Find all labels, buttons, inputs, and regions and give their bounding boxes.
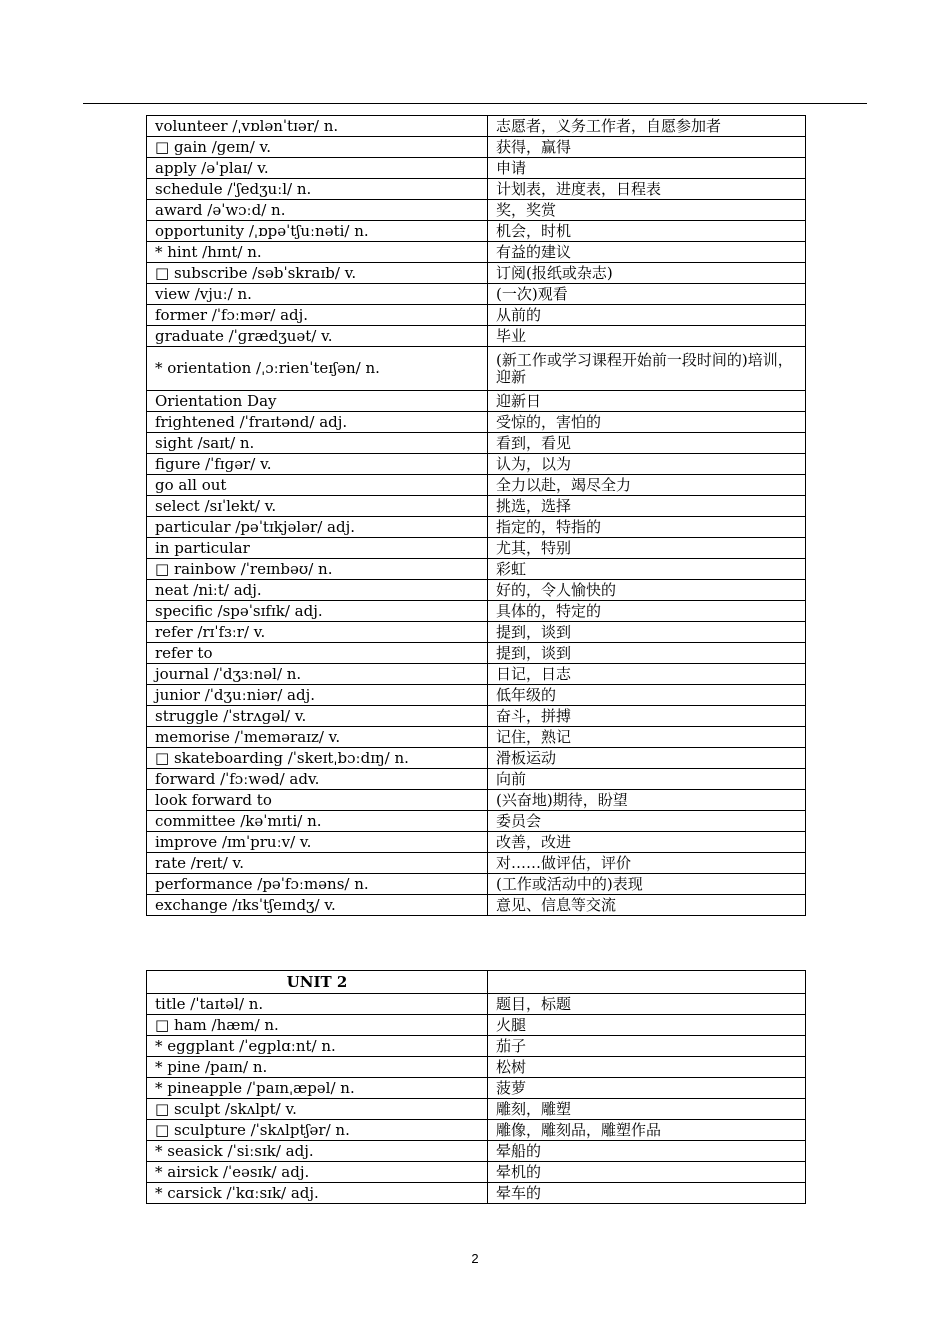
vocab-row xyxy=(147,1057,806,1078)
vocab-meaning: 有益的建议 xyxy=(488,242,806,263)
vocab-row xyxy=(147,706,806,727)
vocab-word: rate /reɪt/ v. xyxy=(147,853,488,874)
vocab-word: * seasick /ˈsiːsɪk/ adj. xyxy=(147,1141,488,1162)
vocab-row xyxy=(147,538,806,559)
vocab-word: * pineapple /ˈpaɪnˌæpəl/ n. xyxy=(147,1078,488,1099)
vocab-row xyxy=(147,622,806,643)
vocab-meaning: 提到，谈到 xyxy=(488,643,806,664)
vocab-row xyxy=(147,326,806,347)
vocab-meaning: 题目，标题 xyxy=(488,994,806,1015)
vocab-word: struggle /ˈstrʌɡəl/ v. xyxy=(147,706,488,727)
vocab-row xyxy=(147,305,806,326)
vocab-row xyxy=(147,284,806,305)
vocab-row xyxy=(147,1141,806,1162)
vocab-word: apply /əˈplaɪ/ v. xyxy=(147,158,488,179)
vocab-row xyxy=(147,454,806,475)
vocab-word: award /əˈwɔːd/ n. xyxy=(147,200,488,221)
vocab-word: view /vjuː/ n. xyxy=(147,284,488,305)
vocab-meaning: 计划表，进度表，日程表 xyxy=(488,179,806,200)
vocab-meaning: 奖，奖赏 xyxy=(488,200,806,221)
vocab-word: specific /spəˈsɪfɪk/ adj. xyxy=(147,601,488,622)
vocab-meaning: 改善，改进 xyxy=(488,832,806,853)
vocab-meaning: 菠萝 xyxy=(488,1078,806,1099)
vocab-meaning: 委员会 xyxy=(488,811,806,832)
vocab-word: * pine /paɪn/ n. xyxy=(147,1057,488,1078)
vocab-meaning: 获得，赢得 xyxy=(488,137,806,158)
vocabulary-table-unit-2 xyxy=(146,970,806,1204)
vocab-word: Orientation Day xyxy=(147,391,488,412)
vocab-word: go all out xyxy=(147,475,488,496)
vocab-word: * airsick /ˈeəsɪk/ adj. xyxy=(147,1162,488,1183)
vocab-row xyxy=(147,1036,806,1057)
vocab-meaning: 订阅(报纸或杂志) xyxy=(488,263,806,284)
vocab-row xyxy=(147,391,806,412)
vocab-row xyxy=(147,994,806,1015)
vocab-word: □ subscribe /səbˈskraɪb/ v. xyxy=(147,263,488,284)
vocab-row xyxy=(147,496,806,517)
vocab-row xyxy=(147,769,806,790)
vocab-word: exchange /ɪksˈtʃeɪndʒ/ v. xyxy=(147,895,488,916)
vocab-meaning: (一次)观看 xyxy=(488,284,806,305)
vocab-row xyxy=(147,433,806,454)
vocab-row xyxy=(147,685,806,706)
vocab-row xyxy=(147,475,806,496)
vocab-word: look forward to xyxy=(147,790,488,811)
vocab-meaning: 彩虹 xyxy=(488,559,806,580)
vocab-meaning: 滑板运动 xyxy=(488,748,806,769)
vocab-meaning: (新工作或学习课程开始前一段时间的)培训，迎新 xyxy=(488,347,806,391)
vocab-word: neat /niːt/ adj. xyxy=(147,580,488,601)
vocab-row xyxy=(147,727,806,748)
vocab-word: * orientation /ˌɔːrienˈteɪʃən/ n. xyxy=(147,347,488,391)
vocab-row xyxy=(147,412,806,433)
vocab-meaning: 尤其，特别 xyxy=(488,538,806,559)
vocab-word: in particular xyxy=(147,538,488,559)
vocab-row xyxy=(147,242,806,263)
vocab-meaning: 向前 xyxy=(488,769,806,790)
vocab-meaning: 意见、信息等交流 xyxy=(488,895,806,916)
unit-heading-blank-cell xyxy=(488,971,806,994)
header-rule xyxy=(83,103,867,104)
vocab-row xyxy=(147,347,806,391)
vocab-word: □ ham /hæm/ n. xyxy=(147,1015,488,1036)
vocab-word: junior /ˈdʒuːniər/ adj. xyxy=(147,685,488,706)
vocab-word: * hint /hɪnt/ n. xyxy=(147,242,488,263)
vocab-word: refer to xyxy=(147,643,488,664)
vocab-row xyxy=(147,1015,806,1036)
vocab-row xyxy=(147,601,806,622)
vocab-meaning: 毕业 xyxy=(488,326,806,347)
vocab-row xyxy=(147,790,806,811)
unit-heading-row xyxy=(147,971,806,994)
vocab-word: □ rainbow /ˈreɪnbəʊ/ n. xyxy=(147,559,488,580)
vocab-word: □ skateboarding /ˈskeɪtˌbɔːdɪŋ/ n. xyxy=(147,748,488,769)
vocab-meaning: 认为，以为 xyxy=(488,454,806,475)
vocab-meaning: 松树 xyxy=(488,1057,806,1078)
vocab-row xyxy=(147,643,806,664)
vocab-meaning: 指定的，特指的 xyxy=(488,517,806,538)
vocab-row xyxy=(147,263,806,284)
vocab-meaning: 申请 xyxy=(488,158,806,179)
vocab-row xyxy=(147,137,806,158)
vocab-meaning: 看到，看见 xyxy=(488,433,806,454)
vocab-row xyxy=(147,221,806,242)
vocab-word: forward /ˈfɔːwəd/ adv. xyxy=(147,769,488,790)
vocab-row xyxy=(147,517,806,538)
vocab-word: volunteer /ˌvɒlənˈtɪər/ n. xyxy=(147,116,488,137)
vocab-meaning: (工作或活动中的)表现 xyxy=(488,874,806,895)
vocab-row xyxy=(147,1078,806,1099)
vocab-row xyxy=(147,179,806,200)
vocab-meaning: 晕车的 xyxy=(488,1183,806,1204)
vocab-meaning: 机会，时机 xyxy=(488,221,806,242)
vocab-row xyxy=(147,559,806,580)
vocab-row xyxy=(147,664,806,685)
vocab-row xyxy=(147,1162,806,1183)
vocab-meaning: 志愿者，义务工作者，自愿参加者 xyxy=(488,116,806,137)
vocab-word: memorise /ˈmeməraɪz/ v. xyxy=(147,727,488,748)
vocab-meaning: 记住，熟记 xyxy=(488,727,806,748)
vocab-row xyxy=(147,811,806,832)
vocab-word: former /ˈfɔːmər/ adj. xyxy=(147,305,488,326)
vocabulary-table-unit-1 xyxy=(146,115,806,916)
vocab-word: * eggplant /ˈeɡplɑːnt/ n. xyxy=(147,1036,488,1057)
vocab-meaning: 低年级的 xyxy=(488,685,806,706)
vocab-meaning: 具体的，特定的 xyxy=(488,601,806,622)
vocab-meaning: 日记，日志 xyxy=(488,664,806,685)
vocab-word: sight /saɪt/ n. xyxy=(147,433,488,454)
vocab-meaning: 火腿 xyxy=(488,1015,806,1036)
vocab-row xyxy=(147,895,806,916)
vocab-word: □ sculpture /ˈskʌlptʃər/ n. xyxy=(147,1120,488,1141)
vocab-word: □ gain /ɡeɪn/ v. xyxy=(147,137,488,158)
vocab-row xyxy=(147,748,806,769)
vocab-meaning: 挑选，选择 xyxy=(488,496,806,517)
vocab-word: title /ˈtaɪtəl/ n. xyxy=(147,994,488,1015)
vocab-meaning: 雕像，雕刻品，雕塑作品 xyxy=(488,1120,806,1141)
vocab-meaning: 晕机的 xyxy=(488,1162,806,1183)
vocab-meaning: 雕刻，雕塑 xyxy=(488,1099,806,1120)
vocab-row xyxy=(147,580,806,601)
vocab-meaning: 好的，令人愉快的 xyxy=(488,580,806,601)
vocab-meaning: 提到，谈到 xyxy=(488,622,806,643)
page-number: 2 xyxy=(471,1251,479,1266)
vocab-row xyxy=(147,1183,806,1204)
vocab-meaning: 受惊的，害怕的 xyxy=(488,412,806,433)
vocab-meaning: 奋斗，拼搏 xyxy=(488,706,806,727)
vocab-row xyxy=(147,832,806,853)
vocab-word: frightened /ˈfraɪtənd/ adj. xyxy=(147,412,488,433)
vocab-word: journal /ˈdʒɜːnəl/ n. xyxy=(147,664,488,685)
vocab-word: select /sɪˈlekt/ v. xyxy=(147,496,488,517)
vocab-row xyxy=(147,116,806,137)
vocab-word: figure /ˈfɪɡər/ v. xyxy=(147,454,488,475)
vocab-word: particular /pəˈtɪkjələr/ adj. xyxy=(147,517,488,538)
vocab-row xyxy=(147,874,806,895)
vocab-row xyxy=(147,1099,806,1120)
unit-heading: UNIT 2 xyxy=(147,971,488,994)
vocab-meaning: 全力以赴，竭尽全力 xyxy=(488,475,806,496)
vocab-meaning: 从前的 xyxy=(488,305,806,326)
vocab-meaning: 茄子 xyxy=(488,1036,806,1057)
vocab-word: opportunity /ˌɒpəˈtʃuːnəti/ n. xyxy=(147,221,488,242)
vocab-row xyxy=(147,200,806,221)
vocab-word: refer /rɪˈfɜːr/ v. xyxy=(147,622,488,643)
vocab-word: schedule /ˈʃedʒuːl/ n. xyxy=(147,179,488,200)
vocab-meaning: 晕船的 xyxy=(488,1141,806,1162)
vocab-word: graduate /ˈɡrædʒuət/ v. xyxy=(147,326,488,347)
vocab-row xyxy=(147,1120,806,1141)
vocab-word: □ sculpt /skʌlpt/ v. xyxy=(147,1099,488,1120)
vocab-word: committee /kəˈmɪti/ n. xyxy=(147,811,488,832)
vocab-word: * carsick /ˈkɑːsɪk/ adj. xyxy=(147,1183,488,1204)
vocab-meaning: 对……做评估，评价 xyxy=(488,853,806,874)
vocab-meaning: 迎新日 xyxy=(488,391,806,412)
vocab-word: performance /pəˈfɔːməns/ n. xyxy=(147,874,488,895)
vocab-word: improve /ɪmˈpruːv/ v. xyxy=(147,832,488,853)
vocab-row xyxy=(147,853,806,874)
vocab-meaning: (兴奋地)期待，盼望 xyxy=(488,790,806,811)
vocab-row xyxy=(147,158,806,179)
